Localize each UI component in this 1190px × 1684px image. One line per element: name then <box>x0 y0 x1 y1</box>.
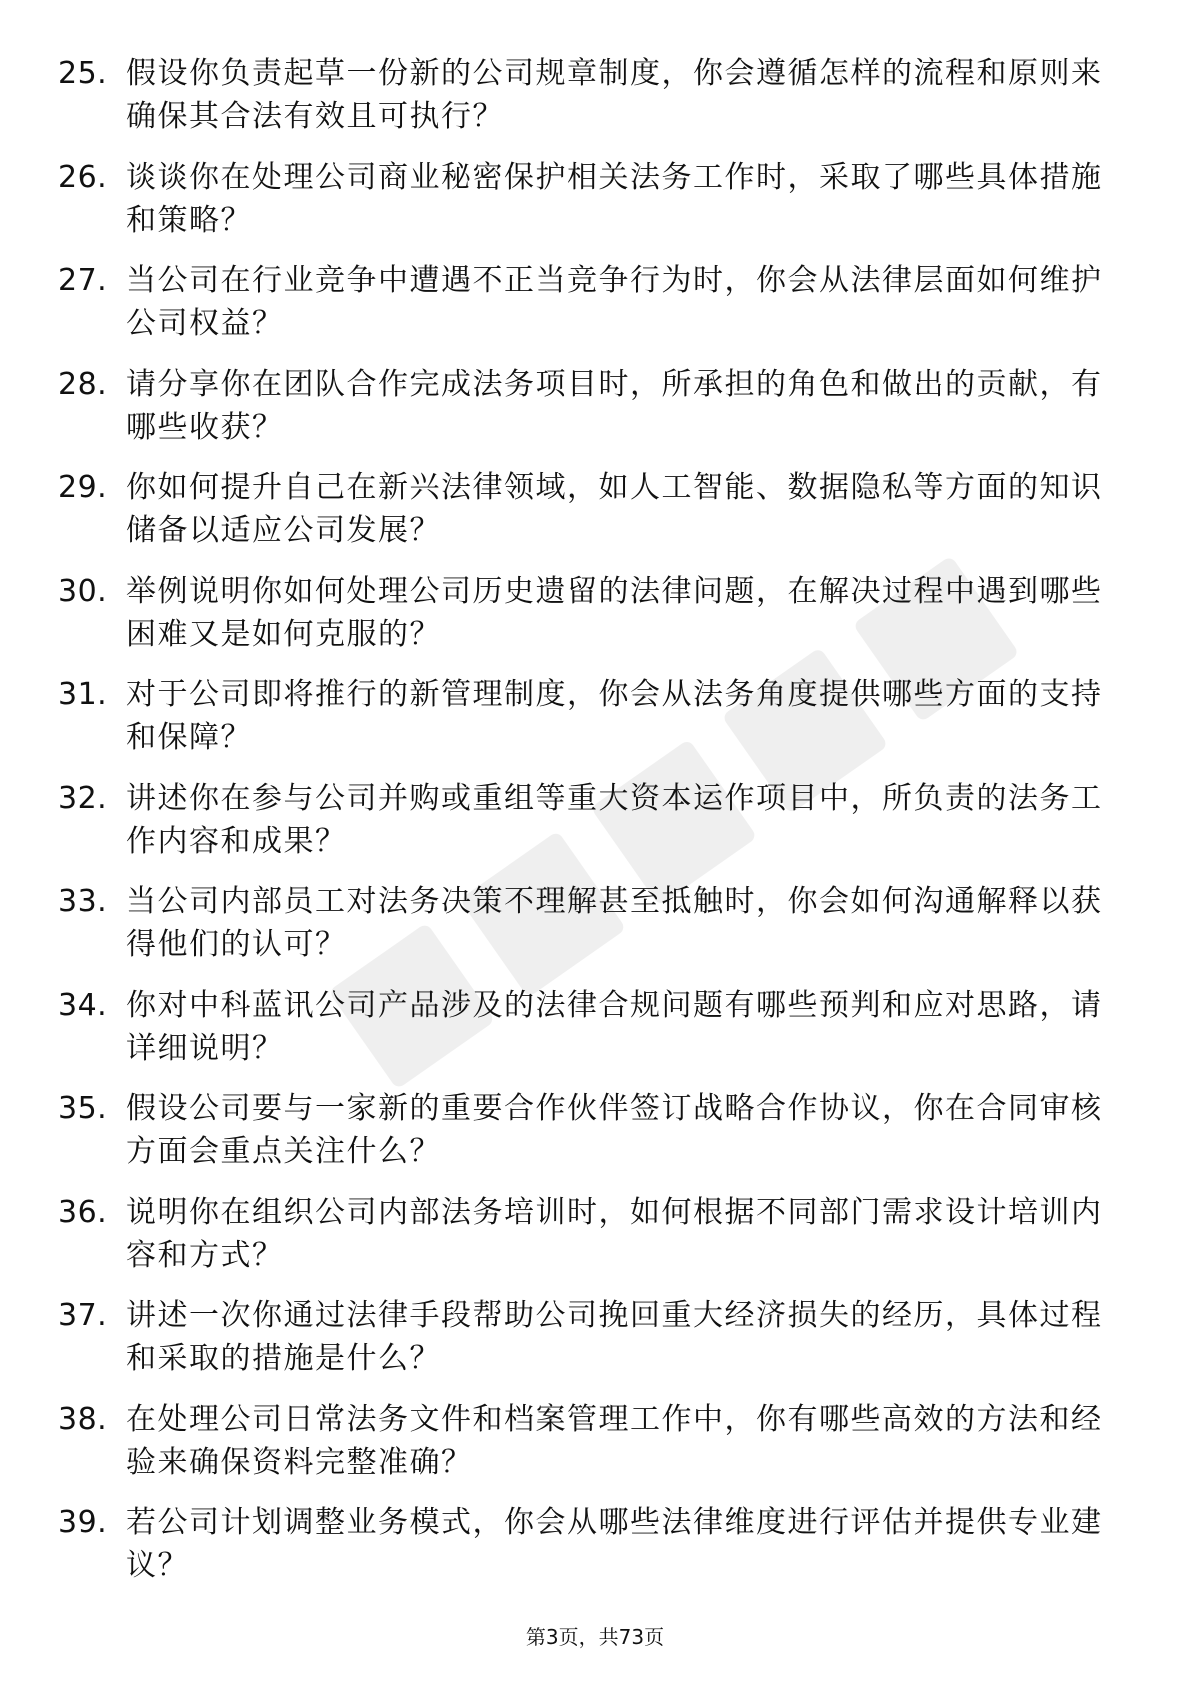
question-text: 谈谈你在处理公司商业秘密保护相关法务工作时，采取了哪些具体措施和策略？ <box>126 159 1103 238</box>
question-text: 你如何提升自己在新兴法律领域，如人工智能、数据隐私等方面的知识储备以适应公司发展？ <box>126 470 1103 548</box>
question-item <box>58 984 1128 1088</box>
question-text: 讲述你在参与公司并购或重组等重大资本运作项目中，所负责的法务工作内容和成果？ <box>126 780 1103 859</box>
question-text: 举例说明你如何处理公司历史遗留的法律问题，在解决过程中遇到哪些困难又是如何克服的？ <box>126 573 1103 652</box>
question-text: 若公司计划调整业务模式，你会从哪些法律维度进行评估并提供专业建议？ <box>126 1505 1103 1583</box>
question-item <box>58 52 1128 156</box>
question-text: 当公司内部员工对法务决策不理解甚至抵触时，你会如何沟通解释以获得他们的认可？ <box>126 884 1103 962</box>
question-text: 讲述一次你通过法律手段帮助公司挽回重大经济损失的经历，具体过程和采取的措施是什么？ <box>126 1298 1103 1376</box>
question-number: 29. <box>58 470 108 505</box>
question-item <box>58 673 1128 777</box>
question-number: 39. <box>58 1505 108 1540</box>
question-item <box>58 1294 1128 1398</box>
question-text: 你对中科蓝讯公司产品涉及的法律合规问题有哪些预判和应对思路，请详细说明？ <box>126 987 1103 1066</box>
question-number: 27. <box>58 263 108 298</box>
question-text: 当公司在行业竞争中遭遇不正当竞争行为时，你会从法律层面如何维护公司权益？ <box>126 263 1103 341</box>
question-number: 34. <box>58 987 108 1023</box>
question-number: 37. <box>58 1298 108 1333</box>
page-number-label: 第3页，共73页 <box>525 1625 665 1649</box>
question-number: 32. <box>58 780 108 816</box>
question-text: 请分享你在团队合作完成法务项目时，所承担的角色和做出的贡献，有哪些收获？ <box>126 366 1103 445</box>
question-item <box>58 777 1128 881</box>
question-number: 25. <box>58 56 108 91</box>
question-list <box>58 52 1128 1605</box>
question-text: 假设你负责起草一份新的公司规章制度，你会遵循怎样的流程和原则来确保其合法有效且可执行？ <box>126 56 1103 134</box>
question-item <box>58 1191 1128 1295</box>
question-item <box>58 1501 1128 1605</box>
question-number: 36. <box>58 1194 108 1230</box>
question-number: 33. <box>58 884 108 919</box>
question-item <box>58 259 1128 363</box>
question-item <box>58 156 1128 260</box>
page-footer <box>0 1623 1190 1651</box>
question-number: 26. <box>58 159 108 195</box>
question-item <box>58 880 1128 984</box>
question-text: 说明你在组织公司内部法务培训时，如何根据不同部门需求设计培训内容和方式？ <box>126 1194 1103 1273</box>
question-number: 28. <box>58 366 108 402</box>
question-number: 38. <box>58 1401 108 1437</box>
question-item <box>58 1087 1128 1191</box>
question-text: 对于公司即将推行的新管理制度，你会从法务角度提供哪些方面的支持和保障？ <box>126 677 1103 755</box>
question-item <box>58 466 1128 570</box>
question-text: 假设公司要与一家新的重要合作伙伴签订战略合作协议，你在合同审核方面会重点关注什么？ <box>126 1091 1103 1169</box>
question-number: 30. <box>58 573 108 609</box>
question-number: 31. <box>58 677 108 712</box>
question-item <box>58 363 1128 467</box>
question-text: 在处理公司日常法务文件和档案管理工作中，你有哪些高效的方法和经验来确保资料完整准确？ <box>126 1401 1103 1480</box>
question-number: 35. <box>58 1091 108 1126</box>
question-item <box>58 1398 1128 1502</box>
question-item <box>58 570 1128 674</box>
